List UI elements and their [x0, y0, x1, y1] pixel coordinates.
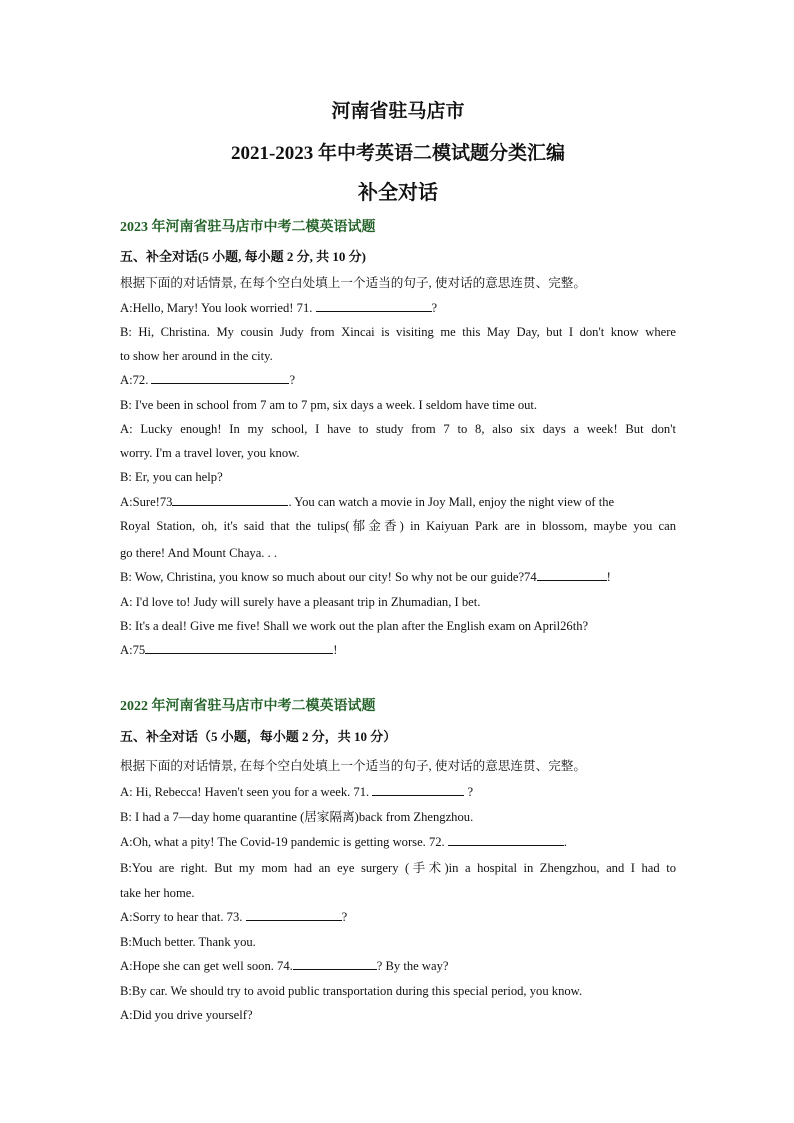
answer-blank-73[interactable] [246, 909, 342, 921]
answer-blank-74[interactable] [537, 569, 607, 581]
dialogue-line: B:You are right. But my mom had an eye surgery (手术)in a hospital in Zhengzhou, and I had to [120, 861, 676, 875]
answer-blank-73[interactable] [172, 494, 288, 506]
dialogue-line: B: Hi, Christina. My cousin Judy from Xincai is visiting me this May Day, but I don't know where [120, 325, 676, 339]
dialogue-line: B: I've been in school from 7 am to 7 pm, six days a week. I seldom have time out. [120, 398, 538, 412]
dialogue-line: Royal Station, oh, it's said that the tulips(郁金香) in Kaiyuan Park are in blossom, maybe you can [120, 519, 676, 533]
answer-blank-72[interactable] [151, 372, 289, 384]
dialogue-text: A:Hope she can get well soon. 74. [120, 959, 293, 973]
answer-blank-72[interactable] [448, 834, 564, 846]
section1-heading: 2023 年河南省驻马店市中考二模英语试题 [120, 220, 376, 235]
dialogue-text: A:75 [120, 643, 146, 657]
dialogue-text: ! [333, 643, 338, 657]
dialogue-text: A:Hello, Mary! You look worried! 71. [120, 301, 316, 315]
dialogue-line [120, 834, 676, 850]
dialogue-line: B: It's a deal! Give me five! Shall we work out the plan after the English exam on April26th? [120, 619, 589, 633]
doc-title-line3: 补全对话 [358, 182, 438, 204]
answer-blank-74[interactable] [293, 958, 377, 970]
dialogue-line: B:By car. We should try to avoid public transportation during this special period, you know. [120, 984, 583, 998]
doc-title-line1: 河南省驻马店市 [331, 101, 465, 122]
dialogue-text: ! [606, 570, 611, 584]
dialogue-line: A: I'd love to! Judy will surely have a pleasant trip in Zhumadian, I bet. [120, 595, 481, 609]
dialogue-line: B: Er, you can help? [120, 470, 223, 484]
dialogue-text: A:Sure!73 [120, 495, 173, 509]
dialogue-text: ? [341, 910, 348, 924]
doc-title-line2: 2021-2023 年中考英语二模试题分类汇编 [230, 143, 566, 164]
section1-question-header: 五、补全对话(5 小题, 每小题 2 分, 共 10 分) [120, 249, 366, 264]
dialogue-line: B:Much better. Thank you. [120, 935, 256, 949]
dialogue-line [120, 372, 676, 388]
dialogue-text: . [563, 835, 568, 849]
dialogue-line: worry. I'm a travel lover, you know. [120, 446, 300, 460]
answer-blank-71[interactable] [372, 784, 464, 796]
dialogue-line: take her home. [120, 886, 195, 900]
dialogue-line [120, 909, 676, 925]
dialogue-text: A:Sorry to hear that. 73. [120, 910, 246, 924]
dialogue-line [120, 784, 676, 800]
dialogue-text: ? [431, 301, 438, 315]
section2-instruction: 根据下面的对话情景, 在每个空白处填上一个适当的句子, 使对话的意思连贯、完整。 [120, 759, 586, 773]
dialogue-text: B: Wow, Christina, you know so much about our city! So why not be our guide?74 [120, 570, 537, 584]
dialogue-text: A: Hi, Rebecca! Haven't seen you for a week. 71. [120, 785, 373, 799]
dialogue-line [120, 569, 676, 585]
dialogue-text: A:72. [120, 373, 152, 387]
dialogue-text: ? [464, 785, 474, 799]
dialogue-line [120, 494, 676, 510]
dialogue-line [120, 300, 676, 316]
section2-heading: 2022 年河南省驻马店市中考二模英语试题 [120, 699, 376, 714]
answer-blank-75[interactable] [145, 642, 333, 654]
dialogue-line: A:Did you drive yourself? [120, 1008, 253, 1022]
dialogue-text: ? [289, 373, 296, 387]
dialogue-line: A: Lucky enough! In my school, I have to study from 7 to 8, also six days a week! But don't [120, 422, 676, 436]
dialogue-line: B: I had a 7—day home quarantine (居家隔离)back from Zhengzhou. [120, 810, 474, 824]
dialogue-line: to show her around in the city. [120, 349, 273, 363]
dialogue-line [120, 642, 676, 658]
answer-blank-71[interactable] [316, 300, 432, 312]
section2-question-header: 五、补全对话（5 小题，每小题 2 分，共 10 分） [120, 729, 397, 744]
dialogue-line [120, 958, 676, 974]
dialogue-line: go there! And Mount Chaya. . . [120, 546, 278, 560]
section1-instruction: 根据下面的对话情景, 在每个空白处填上一个适当的句子, 使对话的意思连贯、完整。 [120, 276, 586, 290]
dialogue-text: A:Oh, what a pity! The Covid-19 pandemic is getting worse. 72. [120, 835, 448, 849]
dialogue-text: . You can watch a movie in Joy Mall, enjoy the night view of the [288, 495, 615, 509]
dialogue-text: ? By the way? [376, 959, 449, 973]
